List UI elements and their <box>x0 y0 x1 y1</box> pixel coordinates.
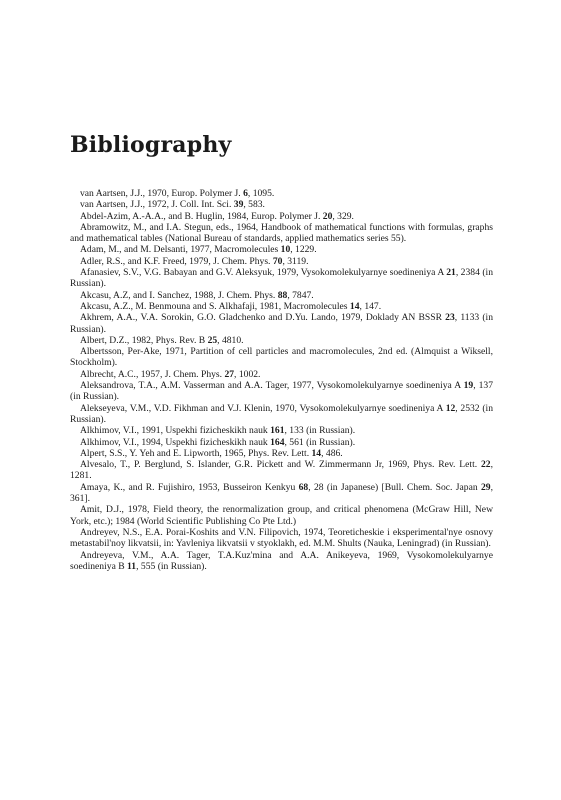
reference-text: , 555 (in Russian). <box>136 560 207 572</box>
reference-entry <box>70 504 493 527</box>
reference-entry <box>70 550 493 573</box>
reference-entry <box>70 301 493 312</box>
reference-volume: 70 <box>272 255 283 267</box>
reference-volume: 10 <box>280 244 291 256</box>
reference-text: , 329. <box>332 210 354 222</box>
reference-text: Akcasu, A.Z, and I. Sanchez, 1988, J. Chem. Phys. <box>80 289 278 301</box>
reference-text: , 28 (in Japanese) [Bull. Chem. Soc. Japan <box>308 481 481 493</box>
reference-volume: 6 <box>243 188 248 199</box>
reference-text: Alekseyeva, V.M., V.D. Fikhman and V.J. Klenin, 1970, Vysokomolekulyarnye soedineniya A <box>80 402 446 414</box>
reference-volume: 14 <box>349 300 360 312</box>
reference-volume: 161 <box>270 425 285 437</box>
reference-text: Adam, M., and M. Delsanti, 1977, Macromolecules <box>80 244 281 256</box>
reference-entry <box>70 448 493 459</box>
reference-text: Akcasu, A.Z., M. Benmouna and S. Alkhafaji, 1981, Macromolecules <box>80 300 350 312</box>
reference-text: , 2532 (in Russian). <box>70 402 493 425</box>
reference-entry <box>70 346 493 369</box>
reference-volume: 25 <box>207 334 218 346</box>
reference-volume: 20 <box>322 210 333 222</box>
reference-entry <box>70 482 493 505</box>
reference-text: , 3119. <box>282 255 309 267</box>
reference-text: , 137 (in Russian). <box>70 380 493 403</box>
reference-volume: 68 <box>298 481 309 493</box>
reference-volume: 164 <box>270 436 285 448</box>
reference-text: Andreyev, N.S., E.A. Porai-Koshits and V.N. Filipovich, 1974, Teoreticheskie i eksperimental'nye osnovy metastabil'noy likvatsii, in: Yavleniya likvatsii v styoklakh, ed. M.M. Shults (Nauka, Leningrad) (in Russian). <box>70 526 493 550</box>
reference-text: Akhrem, A.A., V.A. Sorokin, G.O. Gladchenko and D.Yu. Lando, 1979, Doklady AN BSSR <box>80 312 446 324</box>
reference-text: van Aartsen, J.J., 1972, J. Coll. Int. Sci. <box>80 199 234 211</box>
reference-text: Afanasiev, S.V., V.G. Babayan and G.V. Aleksyuk, 1979, Vysokomolekulyarnye soedineniya A <box>80 267 447 279</box>
reference-entry <box>70 369 493 380</box>
reference-text: Albert, D.Z., 1982, Phys. Rev. B <box>80 334 208 346</box>
reference-entry <box>70 290 493 301</box>
reference-text: Amaya, K., and R. Fujishiro, 1953, Busseiron Kenkyu <box>80 481 299 493</box>
reference-text: Alkhimov, V.I., 1994, Uspekhi fizicheskikh nauk <box>80 436 271 448</box>
reference-text: Alkhimov, V.I., 1991, Uspekhi fizicheskikh nauk <box>80 425 271 437</box>
reference-entry <box>70 222 493 245</box>
reference-entry <box>70 380 493 403</box>
reference-text: , 361]. <box>70 481 493 505</box>
reference-text: Abramowitz, M., and I.A. Stegun, eds., 1964, Handbook of mathematical functions with formulas, graphs and mathematical tables (National Bureau of standards, applied mathematics series 55). <box>70 221 493 245</box>
reference-text: , 4810. <box>217 334 244 346</box>
reference-volume: 14 <box>311 447 322 459</box>
reference-volume: 88 <box>277 289 288 301</box>
reference-volume: 39 <box>233 199 244 211</box>
reference-text: , 147. <box>359 300 382 312</box>
reference-volume: 19 <box>463 380 474 392</box>
reference-text: Abdel-Azim, A.-A.A., and B. Huglin, 1984, Europ. Polymer J. <box>80 210 323 222</box>
reference-text: Alpert, S.S., Y. Yeh and E. Lipworth, 1965, Phys. Rev. Lett. <box>80 447 312 459</box>
reference-volume: 29 <box>480 481 491 493</box>
reference-volume: 12 <box>445 402 456 414</box>
reference-text: , 1095. <box>247 188 275 199</box>
reference-text: , 133 (in Russian). <box>284 425 356 437</box>
reference-entry <box>70 211 493 222</box>
reference-text: , 486. <box>321 447 343 459</box>
reference-list <box>70 188 493 572</box>
reference-text: Alvesalo, T., P. Berglund, S. Islander, G.R. Pickett and W. Zimmermann Jr, 1969, Phys. Rev. Lett. <box>80 459 481 471</box>
reference-entry <box>70 312 493 335</box>
reference-entry <box>70 256 493 267</box>
reference-text: Aleksandrova, T.A., A.M. Vasserman and A.A. Tager, 1977, Vysokomolekulyarnye soedineniya A <box>80 380 464 392</box>
page-title: Bibliography <box>70 132 232 158</box>
reference-text: Amit, D.J., 1978, Field theory, the renormalization group, and critical phenomena (McGraw Hill, New York, etc.); 1984 (World Scientific Publishing Co Pte Ltd.) <box>70 504 493 527</box>
reference-entry <box>70 267 493 290</box>
reference-text: Adler, R.S., and K.F. Freed, 1979, J. Chem. Phys. <box>80 255 273 267</box>
reference-text: , 1229. <box>290 244 317 256</box>
reference-text: , 7847. <box>287 289 314 301</box>
reference-entry <box>70 425 493 436</box>
reference-entry <box>70 335 493 346</box>
reference-volume: 22 <box>481 459 491 471</box>
reference-entry <box>70 459 493 482</box>
reference-text: , 583. <box>243 199 265 211</box>
reference-volume: 27 <box>224 368 235 380</box>
reference-volume: 11 <box>127 560 137 572</box>
reference-text: , 1002. <box>234 368 261 380</box>
reference-text: , 1133 (in Russian). <box>70 312 493 335</box>
reference-entry <box>70 437 493 448</box>
reference-text: Albertsson, Per-Ake, 1971, Partition of cell particles and macromolecules, 2nd ed. (Almquist a Wiksell, Stockholm). <box>70 346 493 369</box>
reference-text: Albrecht, A.C., 1957, J. Chem. Phys. <box>80 368 225 380</box>
reference-text: van Aartsen, J.J., 1970, Europ. Polymer J. <box>80 188 244 199</box>
reference-text: , 2384 (in Russian). <box>70 267 493 290</box>
reference-entry <box>70 188 493 199</box>
reference-volume: 21 <box>446 267 456 279</box>
reference-entry <box>70 403 493 426</box>
reference-entry <box>70 244 493 255</box>
reference-text: , 1281. <box>70 459 493 482</box>
reference-text: , 561 (in Russian). <box>284 436 356 448</box>
reference-volume: 23 <box>445 312 455 324</box>
reference-entry <box>70 527 493 550</box>
reference-entry <box>70 199 493 210</box>
reference-text: Andreyeva, V.M., A.A. Tager, T.A.Kuz'mina and A.A. Anikeyeva, 1969, Vysokomolekulyarnye soedineniya B <box>70 549 493 572</box>
